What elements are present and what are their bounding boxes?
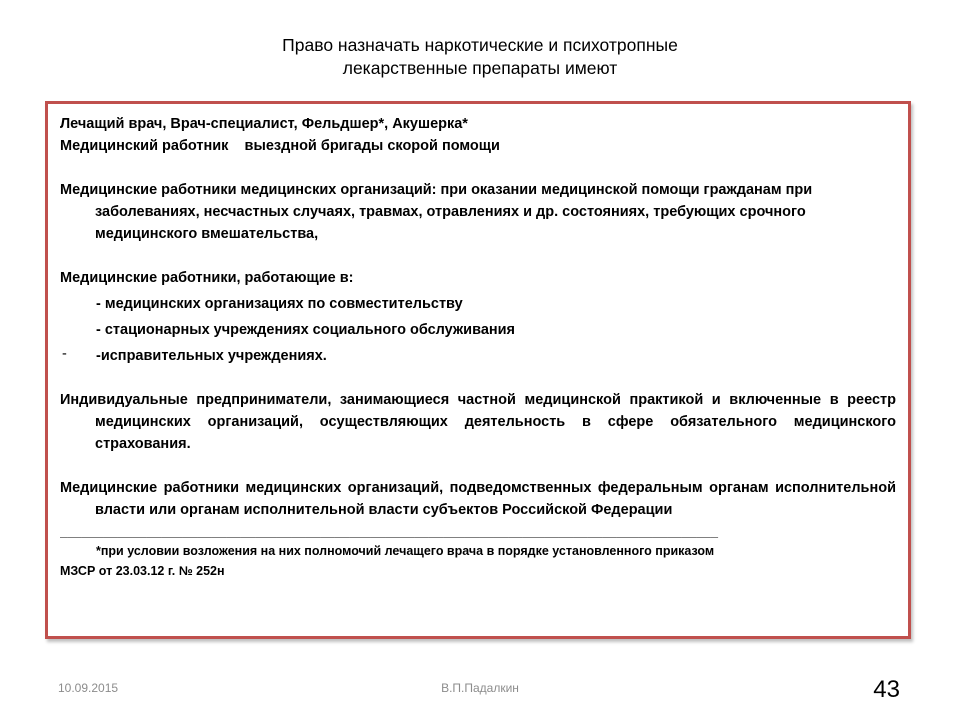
line-doctors: Лечащий врач, Врач-специалист, Фельдшер*, Акушерка* bbox=[60, 116, 468, 132]
content-text bbox=[60, 113, 896, 581]
paragraph-federal-organizations: Медицинские работники медицинских организаций, подведомственных федеральным органам исполнительной власти или органам исполнительной власти субъектов Российской Федерации bbox=[60, 480, 896, 518]
content-box bbox=[45, 101, 911, 639]
page-number: 43 bbox=[873, 676, 900, 703]
slide-title-line-1: Право назначать наркотические и психотропные bbox=[282, 35, 678, 55]
line-ambulance: Медицинский работник выездной бригады скорой помощи bbox=[60, 138, 500, 154]
footnote-line-2: МЗСР от 23.03.12 г. № 252н bbox=[60, 564, 225, 578]
list-item-social-institutions: - стационарных учреждениях социального обслуживания bbox=[96, 322, 516, 338]
footnote-line-1: *при условии возложения на них полномочий лечащего врача в порядке установленного приказом bbox=[96, 544, 715, 558]
paragraph-entrepreneurs: Индивидуальные предприниматели, занимающиеся частной медицинской практикой и включенные в реестр медицинских организаций, осуществляющих деятельность в сфере обязательного медицинского страхования. bbox=[60, 392, 896, 452]
list-item-correctional-text: -исправительных учреждениях. bbox=[96, 348, 327, 364]
footnote-separator: ___________________________________________________________________________________________ bbox=[60, 524, 718, 539]
footer-date: 10.09.2015 bbox=[58, 681, 119, 695]
paragraph-medical-organizations: Медицинские работники медицинских организаций: при оказании медицинской помощи гражданам при заболеваниях, несчастных случаях, травмах, отравлениях и др. состояниях, требующих срочного медицинского вмешательства, bbox=[60, 182, 813, 242]
list-item-correctional bbox=[60, 345, 896, 367]
slide-title-line-2: лекарственные препараты имеют bbox=[342, 58, 618, 78]
footer-author: В.П.Падалкин bbox=[441, 681, 519, 695]
slide-title bbox=[0, 34, 960, 80]
paragraph-working-in-heading: Медицинские работники, работающие в: bbox=[60, 270, 354, 286]
list-item-part-time: - медицинских организациях по совместительству bbox=[96, 296, 463, 312]
bullet-dash: - bbox=[62, 346, 67, 362]
